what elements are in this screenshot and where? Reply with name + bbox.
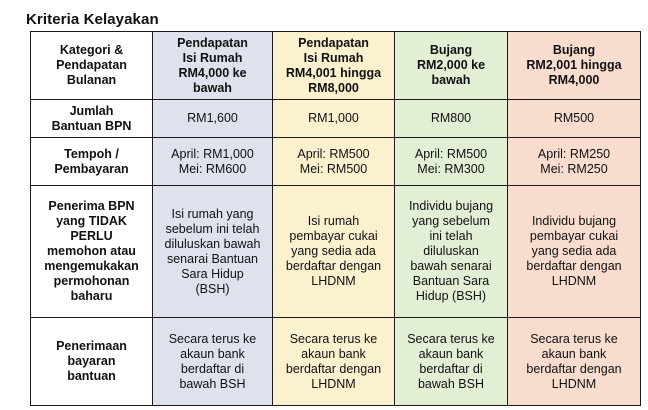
cell-text-line: RM1,600 bbox=[187, 111, 238, 125]
row-label bbox=[31, 186, 153, 318]
cell-text-line: yang sedia ada bbox=[291, 244, 376, 258]
table-cell bbox=[395, 138, 508, 186]
table-row bbox=[31, 186, 641, 318]
table-cell bbox=[395, 318, 508, 406]
cell-text-line: yang sedia ada bbox=[531, 244, 617, 258]
cell-text-line: Pendapatan bbox=[298, 35, 369, 50]
cell-text-line: April: RM500 bbox=[297, 146, 370, 161]
cell-text-line: bayaran bbox=[67, 354, 116, 368]
cell-text-line: Bulanan bbox=[66, 73, 117, 87]
table-cell bbox=[508, 186, 641, 318]
cell-text-line: Bantuan Sara bbox=[412, 274, 490, 288]
cell-text-line: pembayar cukai bbox=[289, 229, 378, 243]
header-label-cell bbox=[31, 32, 153, 100]
cell-text-line: akaun bank bbox=[301, 346, 366, 361]
table-cell bbox=[395, 186, 508, 318]
cell-text-line: Bantuan BPN bbox=[51, 118, 132, 133]
cell-text-line: Penerima BPN bbox=[48, 199, 135, 213]
cell-text-line: Penerimaan bbox=[56, 339, 127, 353]
table-cell bbox=[508, 318, 641, 406]
cell-text-line: bawah senarai bbox=[410, 259, 492, 273]
table-row bbox=[31, 318, 641, 406]
cell-text-line: LHDNM bbox=[311, 376, 356, 391]
table-header-row bbox=[31, 32, 641, 100]
table-cell bbox=[508, 138, 641, 186]
cell-text-line: berdaftar di bbox=[419, 361, 483, 376]
cell-text-line: RM4,000 bbox=[548, 73, 600, 87]
cell-text-line: Pembayaran bbox=[54, 161, 129, 176]
cell-text-line: bawah BSH bbox=[417, 376, 484, 391]
header-column-2 bbox=[273, 32, 395, 100]
cell-text-line: ini telah bbox=[429, 229, 473, 243]
cell-text-line: RM2,000 ke bbox=[416, 58, 486, 72]
cell-text-line: akaun bank bbox=[418, 346, 484, 361]
cell-text-line: permohonan bbox=[53, 274, 130, 288]
header-column-3 bbox=[395, 32, 508, 100]
cell-text-line: diluluskan bawah bbox=[164, 236, 261, 251]
cell-text-line: berdaftar di bbox=[180, 361, 245, 376]
cell-text-line: Isi Rumah bbox=[303, 50, 364, 65]
cell-text-line: Individu bujang bbox=[408, 199, 494, 213]
table-cell bbox=[273, 138, 395, 186]
cell-text-line: PERLU bbox=[70, 229, 113, 243]
table-cell bbox=[153, 186, 273, 318]
cell-text-line: baharu bbox=[70, 289, 113, 303]
cell-text-line: Hidup (BSH) bbox=[415, 289, 487, 303]
cell-text-line: bawah bbox=[431, 73, 471, 87]
cell-text-line: Secara terus ke bbox=[289, 331, 378, 346]
cell-text-line: Tempoh / bbox=[64, 146, 119, 161]
cell-text-line: Kategori & bbox=[59, 43, 124, 57]
cell-text-line: sebelum ini telah bbox=[165, 221, 260, 236]
cell-text-line: Mei: RM600 bbox=[178, 161, 247, 176]
row-label bbox=[31, 100, 153, 138]
cell-text-line: Individu bujang bbox=[531, 214, 617, 228]
cell-text-line: Sara Hidup bbox=[181, 266, 244, 281]
cell-text-line: Isi Rumah bbox=[182, 50, 243, 65]
cell-text-line: mengemukakan bbox=[44, 259, 139, 273]
table-cell bbox=[153, 138, 273, 186]
cell-text-line: LHDNM bbox=[551, 376, 597, 391]
cell-text-line: April: RM250 bbox=[537, 146, 611, 161]
cell-text-line: RM2,001 hingga bbox=[526, 58, 622, 72]
table-row bbox=[31, 138, 641, 186]
cell-text-line: yang sebelum bbox=[412, 214, 490, 228]
cell-text-line: Pendapatan bbox=[56, 58, 127, 72]
cell-text-line: diluluskan bbox=[423, 244, 479, 258]
table-row bbox=[31, 100, 641, 138]
table-cell bbox=[508, 100, 641, 138]
row-label bbox=[31, 318, 153, 406]
cell-text-line: Secara terus ke bbox=[407, 331, 495, 346]
cell-text-line: akaun bank bbox=[180, 346, 245, 361]
cell-text-line: Pendapatan bbox=[177, 35, 248, 50]
cell-text-line: RM500 bbox=[553, 111, 595, 125]
header-column-4 bbox=[508, 32, 641, 100]
cell-text-line: bantuan bbox=[67, 369, 116, 383]
table-cell bbox=[395, 100, 508, 138]
cell-text-line: memohon atau bbox=[47, 244, 136, 258]
cell-text-line: April: RM1,000 bbox=[171, 146, 254, 161]
header-column-1 bbox=[153, 32, 273, 100]
cell-text-line: RM8,000 bbox=[308, 80, 359, 95]
table-cell bbox=[273, 100, 395, 138]
table-cell bbox=[153, 100, 273, 138]
cell-text-line: pembayar cukai bbox=[529, 229, 619, 243]
cell-text-line: berdaftar dengan bbox=[526, 259, 622, 273]
table-cell bbox=[273, 318, 395, 406]
page-title: Kriteria Kelayakan bbox=[26, 11, 159, 28]
eligibility-table bbox=[30, 31, 641, 406]
row-label bbox=[31, 138, 153, 186]
cell-text-line: RM1,000 bbox=[308, 111, 359, 125]
cell-text-line: bawah BSH bbox=[179, 376, 246, 391]
cell-text-line: Jumlah bbox=[69, 103, 114, 118]
cell-text-line: Mei: RM300 bbox=[417, 161, 485, 176]
cell-text-line: berdaftar dengan bbox=[285, 259, 382, 273]
table-cell bbox=[273, 186, 395, 318]
cell-text-line: Mei: RM500 bbox=[299, 161, 368, 176]
cell-text-line: Isi rumah bbox=[307, 214, 360, 228]
cell-text-line: LHDNM bbox=[311, 274, 356, 288]
cell-text-line: Bujang bbox=[429, 43, 473, 57]
cell-text-line: RM4,000 ke bbox=[178, 65, 247, 80]
cell-text-line: LHDNM bbox=[551, 274, 597, 288]
cell-text-line: (BSH) bbox=[195, 281, 230, 296]
cell-text-line: bawah bbox=[193, 80, 232, 95]
cell-text-line: akaun bank bbox=[541, 346, 607, 361]
cell-text-line: Secara terus ke bbox=[168, 331, 257, 346]
cell-text-line: Secara terus ke bbox=[530, 331, 618, 346]
cell-text-line: senarai Bantuan bbox=[166, 251, 259, 266]
cell-text-line: RM4,001 hingga bbox=[285, 65, 382, 80]
cell-text-line: RM800 bbox=[430, 111, 472, 125]
cell-text-line: Mei: RM250 bbox=[540, 161, 608, 176]
cell-text-line: yang TIDAK bbox=[56, 214, 127, 228]
cell-text-line: Isi rumah yang bbox=[171, 206, 254, 221]
cell-text-line: berdaftar dengan bbox=[285, 361, 382, 376]
cell-text-line: April: RM500 bbox=[414, 146, 488, 161]
cell-text-line: berdaftar dengan bbox=[526, 361, 622, 376]
cell-text-line: Bujang bbox=[552, 43, 596, 57]
table-cell bbox=[153, 318, 273, 406]
